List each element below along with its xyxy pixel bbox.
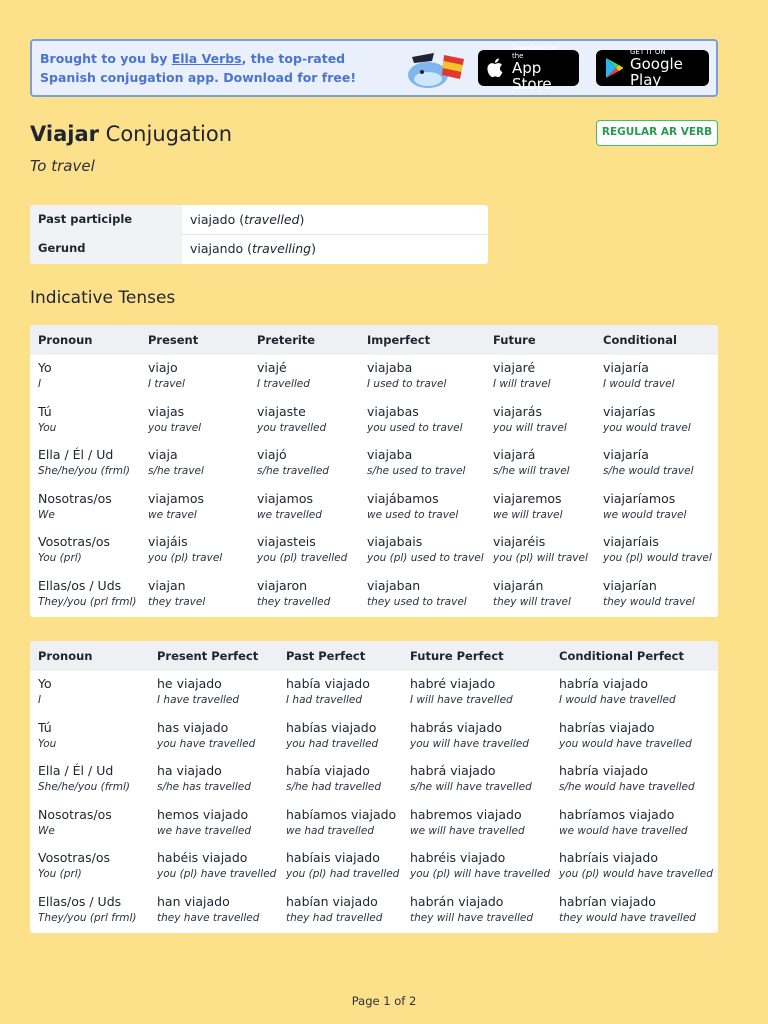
english-translation: I had travelled xyxy=(286,694,363,706)
conjugation-cell xyxy=(157,675,239,708)
conjugation-cell xyxy=(410,719,529,752)
conjugation-cell xyxy=(367,490,458,523)
conjugation-cell xyxy=(410,675,513,708)
conjugation-cell xyxy=(148,403,201,436)
indicative-tenses-heading: Indicative Tenses xyxy=(30,288,176,308)
app-store-label: App Store xyxy=(512,59,552,93)
verb-meaning: To travel xyxy=(30,157,95,175)
conjugation-cell xyxy=(157,719,255,752)
conjugation-cell xyxy=(367,446,465,479)
english-translation: they will travel xyxy=(493,596,571,608)
spanish-form: Ella / Él / Ud xyxy=(38,763,114,778)
english-translation: I would travel xyxy=(603,378,675,390)
conjugation-cell xyxy=(559,806,688,839)
conjugation-cell xyxy=(410,806,525,839)
page-number: Page 1 of 2 xyxy=(351,994,417,1008)
english-translation: I xyxy=(38,694,42,706)
whale-flag-icon xyxy=(404,45,468,93)
spanish-form: habríamos viajado xyxy=(559,807,675,822)
spanish-form: habías viajado xyxy=(286,720,377,735)
spanish-form: viajas xyxy=(148,404,185,419)
column-header: Present Perfect xyxy=(157,649,259,663)
english-translation: we would have travelled xyxy=(559,825,688,837)
english-translation: they have travelled xyxy=(157,912,260,924)
spanish-form: habíamos viajado xyxy=(286,807,397,822)
english-translation: you (pl) would travel xyxy=(603,552,712,564)
conjugation-cell xyxy=(603,446,694,479)
english-translation: She/he/you (frml) xyxy=(38,465,130,477)
english-translation: You (prl) xyxy=(38,552,82,564)
conjugation-cell xyxy=(603,490,686,523)
conjugation-cell xyxy=(257,577,330,610)
column-header: Past Perfect xyxy=(286,649,366,663)
conjugation-cell xyxy=(286,806,396,839)
spanish-form: viajamos xyxy=(148,491,204,506)
promo-banner xyxy=(30,39,718,97)
banner-text-after: , the top-rated Spanish conjugation app. Download for free! xyxy=(40,51,357,85)
spanish-form: hemos viajado xyxy=(157,807,249,822)
spanish-form: habían viajado xyxy=(286,894,378,909)
spanish-form: habrá viajado xyxy=(410,763,496,778)
english-translation: you (pl) had travelled xyxy=(286,868,400,880)
spanish-form: Yo xyxy=(38,676,52,691)
spanish-form: viajaba xyxy=(367,360,413,375)
english-translation: we used to travel xyxy=(367,509,459,521)
english-translation: they will have travelled xyxy=(410,912,534,924)
english-translation: they travel xyxy=(148,596,206,608)
english-translation: you have travelled xyxy=(157,738,256,750)
past-participle-label: Past participle xyxy=(30,205,182,234)
spanish-form: has viajado xyxy=(157,720,229,735)
spanish-form: habría viajado xyxy=(559,676,649,691)
conjugation-cell xyxy=(603,403,691,436)
spanish-form: viajaban xyxy=(367,578,421,593)
column-header: Present xyxy=(148,333,199,347)
spanish-form: viajaríamos xyxy=(603,491,676,506)
conjugation-cell xyxy=(286,849,399,882)
past-participle-en: travelled xyxy=(244,212,300,227)
conjugation-cell xyxy=(603,577,695,610)
title-suffix: Conjugation xyxy=(98,122,233,146)
english-translation: you will travel xyxy=(493,422,567,434)
spanish-form: viajaba xyxy=(367,447,413,462)
pronoun-cell xyxy=(38,806,112,839)
spanish-form: viajé xyxy=(257,360,287,375)
spanish-form: viajaría xyxy=(603,447,649,462)
spanish-form: había viajado xyxy=(286,763,370,778)
ella-verbs-link[interactable]: Ella Verbs xyxy=(171,51,242,66)
spanish-form: Nosotras/os xyxy=(38,807,112,822)
english-translation: you would have travelled xyxy=(559,738,692,750)
app-store-small-label: Download on the xyxy=(512,44,558,60)
conjugation-cell xyxy=(559,719,692,752)
english-translation: I would have travelled xyxy=(559,694,676,706)
spanish-form: viajaréis xyxy=(493,534,546,549)
column-header: Pronoun xyxy=(38,333,93,347)
conjugation-cell xyxy=(257,490,322,523)
spanish-form: habría viajado xyxy=(559,763,649,778)
english-translation: I will have travelled xyxy=(410,694,513,706)
spanish-form: habrás viajado xyxy=(410,720,503,735)
spanish-form: viajarán xyxy=(493,578,544,593)
english-translation: you had travelled xyxy=(286,738,379,750)
spanish-form: habíais viajado xyxy=(286,850,380,865)
column-header: Imperfect xyxy=(367,333,431,347)
spanish-form: viajáis xyxy=(148,534,188,549)
spanish-form: habríais viajado xyxy=(559,850,658,865)
english-translation: you (pl) used to travel xyxy=(367,552,484,564)
conjugation-cell xyxy=(286,719,378,752)
pronoun-cell xyxy=(38,359,52,392)
english-translation: We xyxy=(38,509,55,521)
spanish-form: Tú xyxy=(38,720,52,735)
english-translation: they would have travelled xyxy=(559,912,696,924)
gerund-en: travelling xyxy=(252,241,312,256)
spanish-form: viajabas xyxy=(367,404,419,419)
spanish-form: había viajado xyxy=(286,676,370,691)
regular-verb-badge: REGULAR AR VERB xyxy=(596,120,718,146)
conjugation-cell xyxy=(493,446,570,479)
english-translation: we will travel xyxy=(493,509,563,521)
spanish-form: viaja xyxy=(148,447,178,462)
english-translation: you (pl) will travel xyxy=(493,552,588,564)
spanish-form: habéis viajado xyxy=(157,850,248,865)
english-translation: they had travelled xyxy=(286,912,383,924)
google-play-button[interactable] xyxy=(596,48,709,89)
english-translation: She/he/you (frml) xyxy=(38,781,130,793)
past-participle-value: viajado (travelled) xyxy=(190,212,305,227)
english-translation: I used to travel xyxy=(367,378,447,390)
perfect-table xyxy=(30,641,718,933)
conjugation-cell xyxy=(157,806,251,839)
english-translation: s/he travelled xyxy=(257,465,329,477)
pronoun-cell xyxy=(38,490,112,523)
pronoun-cell xyxy=(38,849,110,882)
spanish-form: Ellas/os / Uds xyxy=(38,578,122,593)
conjugation-cell xyxy=(559,849,713,882)
banner-text-before: Brought to you by xyxy=(40,51,172,66)
conjugation-cell xyxy=(493,403,567,436)
spanish-form: he viajado xyxy=(157,676,222,691)
app-store-button[interactable] xyxy=(478,44,579,93)
column-header: Future Perfect xyxy=(410,649,504,663)
english-translation: We xyxy=(38,825,55,837)
english-translation: you (pl) travel xyxy=(148,552,223,564)
pronoun-cell xyxy=(38,762,130,795)
spanish-form: habremos viajado xyxy=(410,807,522,822)
english-translation: They/you (prl frml) xyxy=(38,912,137,924)
spanish-form: viajaremos xyxy=(493,491,562,506)
spanish-form: viajaré xyxy=(493,360,536,375)
english-translation: they would travel xyxy=(603,596,695,608)
conjugation-cell xyxy=(559,893,696,926)
pronoun-cell xyxy=(38,719,56,752)
spanish-form: viajarías xyxy=(603,404,656,419)
english-translation: I xyxy=(38,378,42,390)
conjugation-cell xyxy=(493,490,563,523)
table-header xyxy=(30,325,718,355)
conjugation-cell xyxy=(367,577,467,610)
english-translation: s/he had travelled xyxy=(286,781,382,793)
spanish-form: habrías viajado xyxy=(559,720,655,735)
gerund-value: viajando (travelling) xyxy=(190,241,316,256)
conjugation-cell xyxy=(559,762,695,795)
conjugation-cell xyxy=(410,762,532,795)
apple-icon xyxy=(486,57,506,79)
spanish-form: viajaste xyxy=(257,404,306,419)
gerund-es: viajando xyxy=(190,241,244,256)
play-store-icon xyxy=(604,57,624,79)
english-translation: I travelled xyxy=(257,378,310,390)
column-header: Preterite xyxy=(257,333,316,347)
spanish-form: habrían viajado xyxy=(559,894,656,909)
english-translation: you will have travelled xyxy=(410,738,529,750)
spanish-form: viajasteis xyxy=(257,534,316,549)
english-translation: you travelled xyxy=(257,422,327,434)
spanish-form: han viajado xyxy=(157,894,230,909)
gerund-label: Gerund xyxy=(30,234,182,264)
english-translation: s/he would have travelled xyxy=(559,781,695,793)
spanish-form: viajo xyxy=(148,360,178,375)
english-translation: you (pl) travelled xyxy=(257,552,348,564)
page-title xyxy=(30,120,232,148)
conjugation-cell xyxy=(603,359,674,392)
english-translation: s/he used to travel xyxy=(367,465,466,477)
pronoun-cell xyxy=(38,403,56,436)
english-translation: s/he would travel xyxy=(603,465,694,477)
conjugation-cell xyxy=(367,403,463,436)
conjugation-cell xyxy=(257,403,326,436)
english-translation: we travelled xyxy=(257,509,322,521)
conjugation-cell xyxy=(603,533,712,566)
google-play-small-label: GET IT ON xyxy=(630,48,666,56)
conjugation-cell xyxy=(148,359,185,392)
english-translation: You (prl) xyxy=(38,868,82,880)
spanish-form: habréis viajado xyxy=(410,850,506,865)
conjugation-cell xyxy=(367,359,446,392)
google-play-label: Google Play xyxy=(630,55,683,89)
english-translation: s/he has travelled xyxy=(157,781,251,793)
spanish-form: viajarás xyxy=(493,404,542,419)
english-translation: they travelled xyxy=(257,596,331,608)
english-translation: You xyxy=(38,738,57,750)
spanish-form: Nosotras/os xyxy=(38,491,112,506)
spanish-form: viajó xyxy=(257,447,287,462)
spanish-form: habrán viajado xyxy=(410,894,504,909)
conjugation-cell xyxy=(157,849,276,882)
english-translation: you (pl) would have travelled xyxy=(559,868,713,880)
spanish-form: Tú xyxy=(38,404,52,419)
english-translation: I will travel xyxy=(493,378,551,390)
conjugation-cell xyxy=(148,533,222,566)
spanish-form: ha viajado xyxy=(157,763,222,778)
english-translation: we will have travelled xyxy=(410,825,525,837)
spanish-form: Ellas/os / Uds xyxy=(38,894,122,909)
column-header: Conditional Perfect xyxy=(559,649,684,663)
column-header: Future xyxy=(493,333,536,347)
conjugation-cell xyxy=(157,893,259,926)
english-translation: you (pl) will have travelled xyxy=(410,868,551,880)
english-translation: s/he travel xyxy=(148,465,204,477)
conjugation-cell xyxy=(410,849,550,882)
spanish-form: viajará xyxy=(493,447,536,462)
english-translation: I travel xyxy=(148,378,185,390)
conjugation-cell xyxy=(148,577,205,610)
spanish-form: viajaron xyxy=(257,578,308,593)
conjugation-cell xyxy=(559,675,676,708)
indicative-table xyxy=(30,325,718,617)
english-translation: we would travel xyxy=(603,509,687,521)
conjugation-cell xyxy=(493,359,551,392)
english-translation: You xyxy=(38,422,57,434)
spanish-form: viajaríais xyxy=(603,534,659,549)
english-translation: you travel xyxy=(148,422,202,434)
pronoun-cell xyxy=(38,577,137,610)
spanish-form: Ella / Él / Ud xyxy=(38,447,114,462)
conjugation-cell xyxy=(286,762,381,795)
spanish-form: Vosotras/os xyxy=(38,534,110,549)
spanish-form: viajabais xyxy=(367,534,423,549)
conjugation-cell xyxy=(493,577,571,610)
english-translation: you would travel xyxy=(603,422,691,434)
conjugation-cell xyxy=(257,533,347,566)
participles-box xyxy=(30,205,488,264)
banner-text xyxy=(40,49,390,87)
table-header xyxy=(30,641,718,671)
pronoun-cell xyxy=(38,533,110,566)
pronoun-cell xyxy=(38,675,52,708)
conjugation-cell xyxy=(148,490,204,523)
conjugation-cell xyxy=(257,359,310,392)
spanish-form: viajamos xyxy=(257,491,313,506)
column-header: Conditional xyxy=(603,333,677,347)
conjugation-cell xyxy=(257,446,329,479)
conjugation-cell xyxy=(367,533,484,566)
pronoun-cell xyxy=(38,446,130,479)
english-translation: we travel xyxy=(148,509,197,521)
past-participle-es: viajado xyxy=(190,212,236,227)
spanish-form: Yo xyxy=(38,360,52,375)
conjugation-cell xyxy=(286,675,370,708)
spanish-form: habré viajado xyxy=(410,676,496,691)
spanish-form: viajarían xyxy=(603,578,657,593)
verb-infinitive: Viajar xyxy=(30,122,99,146)
pronoun-cell xyxy=(38,893,137,926)
english-translation: s/he will travel xyxy=(493,465,570,477)
conjugation-cell xyxy=(493,533,588,566)
english-translation: I have travelled xyxy=(157,694,240,706)
english-translation: s/he will have travelled xyxy=(410,781,532,793)
english-translation: we have travelled xyxy=(157,825,251,837)
spanish-form: viajaría xyxy=(603,360,649,375)
english-translation: you (pl) have travelled xyxy=(157,868,277,880)
conjugation-cell xyxy=(410,893,533,926)
conjugation-cell xyxy=(286,893,382,926)
spanish-form: viajábamos xyxy=(367,491,439,506)
english-translation: we had travelled xyxy=(286,825,374,837)
english-translation: you used to travel xyxy=(367,422,463,434)
conjugation-cell xyxy=(157,762,251,795)
spanish-form: viajan xyxy=(148,578,186,593)
spanish-form: Vosotras/os xyxy=(38,850,110,865)
english-translation: they used to travel xyxy=(367,596,467,608)
english-translation: They/you (prl frml) xyxy=(38,596,137,608)
column-header: Pronoun xyxy=(38,649,93,663)
conjugation-cell xyxy=(148,446,204,479)
